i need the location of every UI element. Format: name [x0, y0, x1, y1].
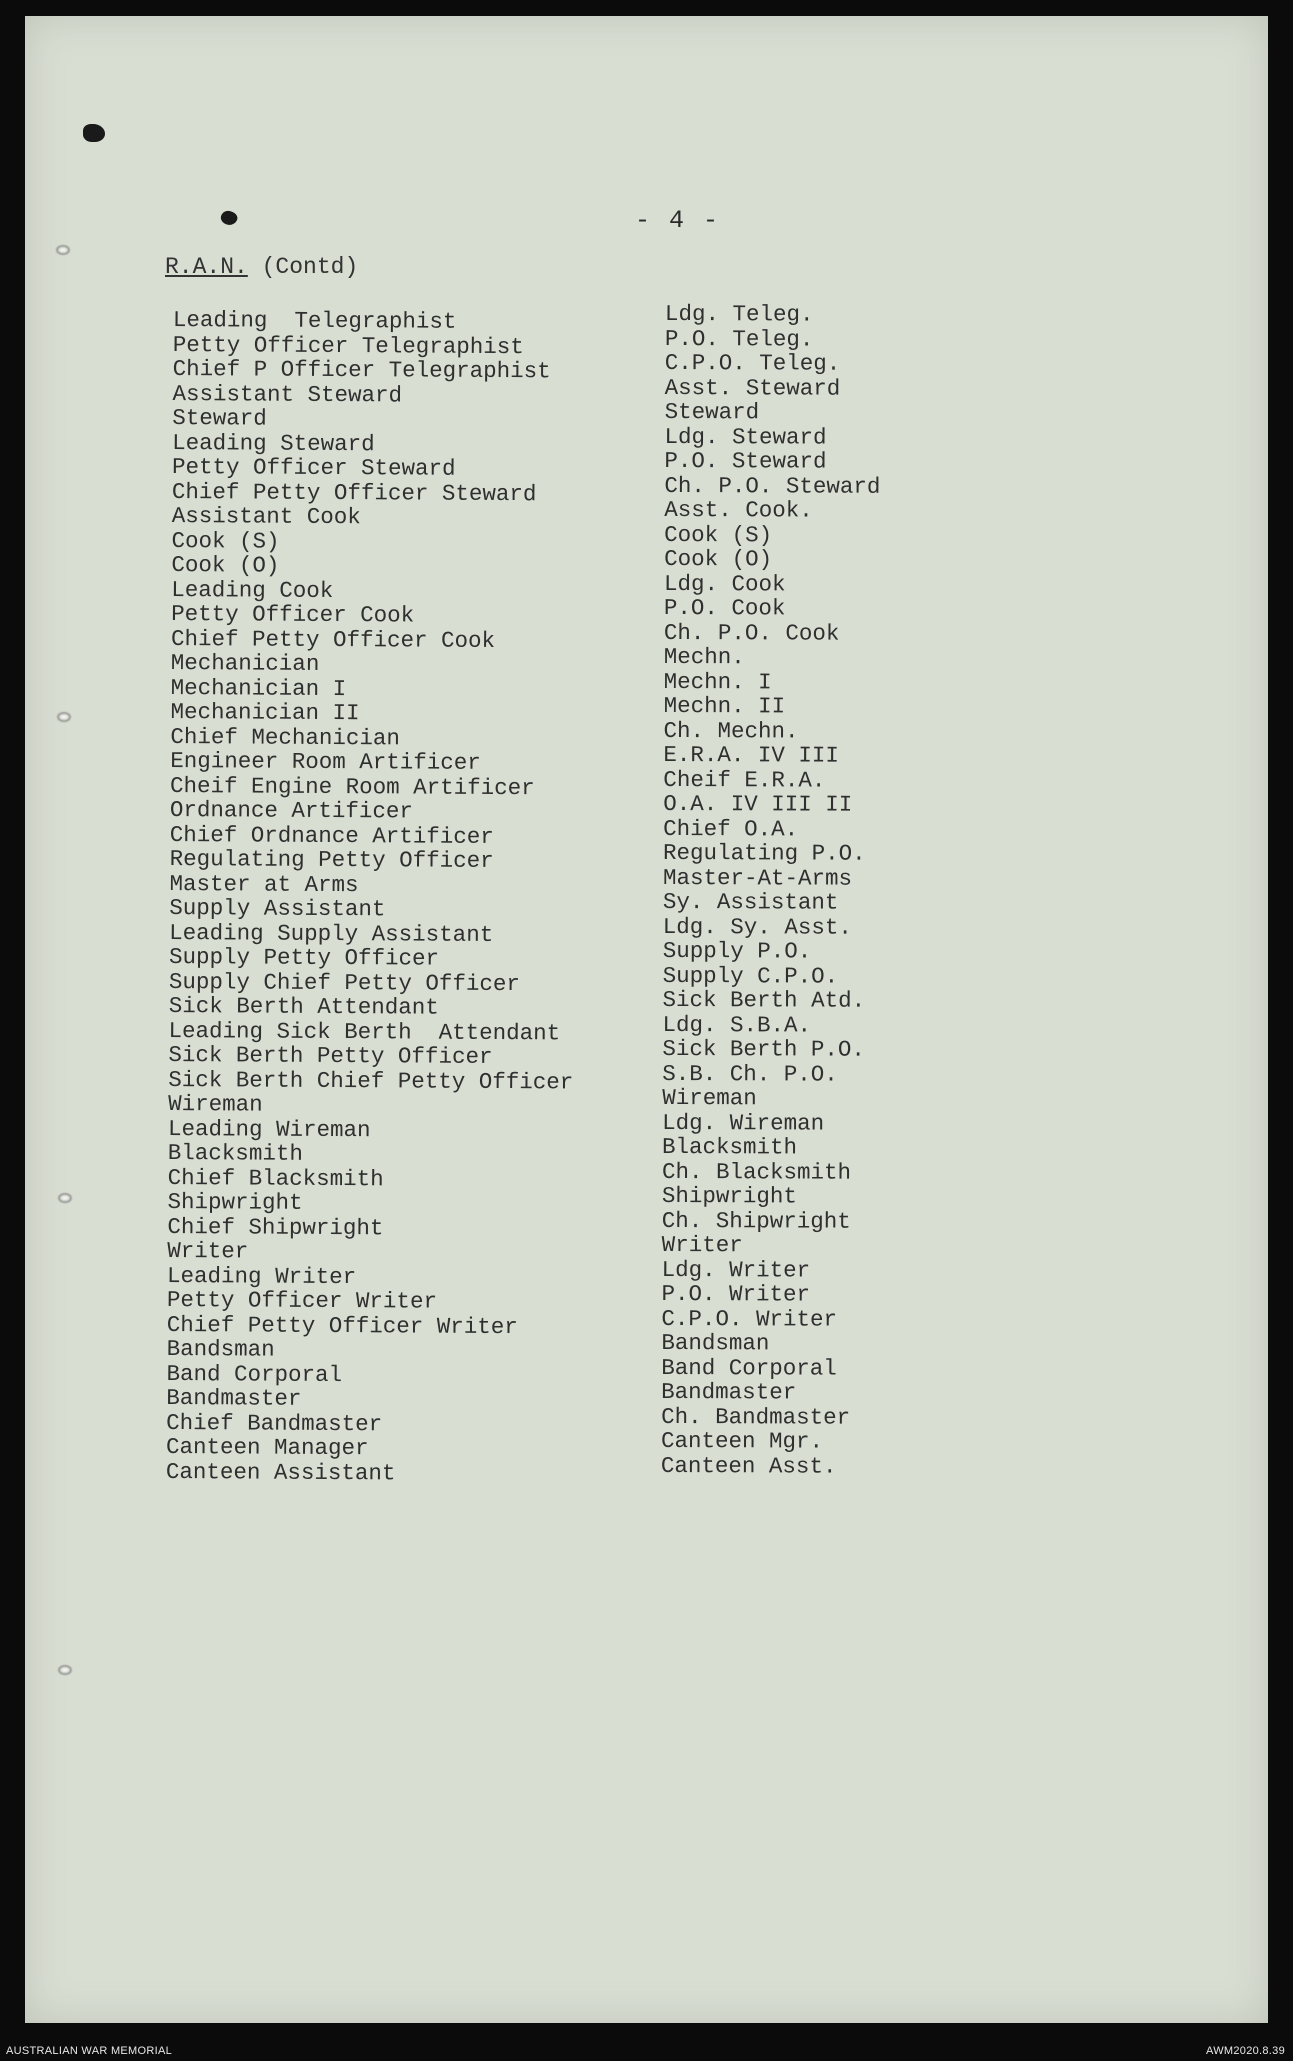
- rating-full-name: Petty Officer Telegraphist: [172, 331, 524, 360]
- rating-abbreviation: Mechn.: [663, 643, 745, 671]
- rating-abbreviation: Shipwright: [661, 1182, 797, 1210]
- rating-full-name: Wireman: [168, 1090, 263, 1118]
- rating-full-name: Petty Officer Steward: [171, 453, 456, 482]
- rating-abbreviation: Ch. Blacksmith: [661, 1158, 852, 1186]
- rating-abbreviation: Wireman: [662, 1084, 757, 1112]
- rating-abbreviation: Ldg. Wireman: [662, 1109, 825, 1137]
- punch-hole: [58, 713, 70, 721]
- rating-abbreviation: Sick Berth Atd.: [662, 986, 866, 1014]
- rating-abbreviation: O.A. IV III II: [663, 790, 853, 818]
- rating-full-name: Chief Ordnance Artificer: [169, 821, 494, 850]
- rating-abbreviation: Cook (O): [664, 545, 773, 573]
- rating-full-name: Leading Telegraphist: [172, 307, 457, 335]
- document-page: [25, 16, 1268, 2023]
- section-heading-suffix: (Contd): [247, 254, 359, 280]
- rating-full-name: Bandsman: [166, 1335, 275, 1363]
- ratings-abbreviations-column: [661, 302, 995, 1479]
- rating-abbreviation: C.P.O. Writer: [661, 1305, 838, 1333]
- rating-abbreviation: P.O. Teleg.: [664, 325, 814, 353]
- rating-abbreviation: Mechn. II: [663, 692, 786, 720]
- rating-abbreviation: Supply P.O.: [662, 937, 812, 965]
- rating-full-name: Mechanician I: [170, 674, 347, 702]
- rating-full-name: Band Corporal: [166, 1360, 343, 1388]
- rating-full-name: Chief Bandmaster: [166, 1409, 383, 1437]
- rating-full-name: Master at Arms: [169, 870, 359, 898]
- rating-abbreviation: C.P.O. Teleg.: [664, 349, 841, 377]
- rating-abbreviation: Canteen Mgr.: [660, 1427, 824, 1455]
- rating-abbreviation: Ldg. Teleg.: [664, 301, 814, 328]
- rating-abbreviation: Cook (S): [664, 521, 773, 548]
- rating-full-name: Cook (S): [171, 527, 280, 555]
- rating-full-name: Petty Officer Writer: [166, 1286, 438, 1315]
- rating-full-name: Leading Supply Assistant: [169, 919, 494, 948]
- rating-full-name: Sick Berth Attendant: [168, 992, 439, 1021]
- rating-abbreviation: Regulating P.O.: [663, 839, 866, 867]
- rating-full-name: Chief Shipwright: [167, 1213, 384, 1241]
- punch-hole: [57, 246, 69, 254]
- rating-abbreviation: E.R.A. IV III: [663, 741, 839, 769]
- rating-abbreviation: S.B. Ch. P.O.: [662, 1060, 838, 1088]
- rating-abbreviation: Asst. Cook.: [664, 496, 813, 524]
- rating-abbreviation: Ldg. Sy. Asst.: [662, 913, 852, 941]
- rating-abbreviation: Writer: [661, 1231, 743, 1259]
- rating-abbreviation: Master-At-Arms: [662, 864, 853, 892]
- rating-full-name: Supply Assistant: [169, 894, 386, 923]
- ratings-full-names-column: [166, 308, 673, 1487]
- section-heading: [165, 254, 358, 280]
- rating-abbreviation: Mechn. I: [663, 668, 772, 695]
- rating-abbreviation: Ch. Bandmaster: [661, 1403, 851, 1431]
- rating-full-name: Supply Chief Petty Officer: [168, 968, 521, 997]
- rating-full-name: Leading Cook: [171, 576, 334, 604]
- rating-full-name: Leading Steward: [172, 429, 375, 457]
- rating-full-name: Leading Writer: [167, 1262, 357, 1290]
- rating-abbreviation: P.O. Writer: [661, 1280, 811, 1308]
- rating-full-name: Assistant Steward: [172, 380, 403, 408]
- rating-full-name: Leading Sick Berth Attendant: [168, 1017, 561, 1046]
- rating-full-name: Petty Officer Cook: [171, 600, 415, 629]
- punch-hole: [59, 1666, 71, 1674]
- punch-hole: [59, 1194, 71, 1202]
- rating-abbreviation: Ldg. Cook: [663, 570, 786, 597]
- rating-abbreviation: Steward: [664, 398, 760, 426]
- rating-abbreviation: Sick Berth P.O.: [662, 1035, 865, 1063]
- rating-abbreviation: Cheif E.R.A.: [663, 766, 826, 794]
- rating-abbreviation: P.O. Cook: [663, 594, 786, 622]
- rating-full-name: Chief Petty Officer Steward: [171, 478, 537, 507]
- rating-full-name: Chief P Officer Telegraphist: [172, 355, 551, 385]
- rating-full-name: Canteen Assistant: [165, 1458, 396, 1486]
- rating-abbreviation: Chief O.A.: [663, 815, 799, 842]
- rating-abbreviation: Bandmaster: [661, 1378, 797, 1406]
- rating-abbreviation: Supply C.P.O.: [662, 962, 839, 990]
- rating-full-name: Mechanician II: [170, 698, 360, 727]
- rating-abbreviation: Ch. P.O. Steward: [664, 472, 881, 500]
- rating-full-name: Writer: [167, 1237, 249, 1265]
- rating-full-name: Chief Petty Officer Cook: [170, 625, 496, 654]
- rating-full-name: Sick Berth Petty Officer: [168, 1041, 493, 1070]
- rating-full-name: Steward: [172, 404, 267, 432]
- rating-abbreviation: Blacksmith: [662, 1133, 798, 1161]
- page-number: - 4 -: [635, 206, 721, 235]
- rating-full-name: Supply Petty Officer: [168, 943, 440, 972]
- rating-abbreviation: Canteen Asst.: [660, 1452, 837, 1480]
- rating-abbreviation: Asst. Steward: [664, 374, 841, 402]
- torn-punch-hole-upper: [219, 208, 240, 228]
- rating-abbreviation: Ch. Mechn.: [663, 717, 799, 744]
- rating-full-name: Engineer Room Artificer: [170, 747, 481, 776]
- rating-abbreviation: Ldg. Steward: [664, 423, 827, 451]
- rating-full-name: Blacksmith: [167, 1139, 303, 1167]
- rating-abbreviation: Ch. P.O. Cook: [663, 619, 840, 647]
- rating-full-name: Bandmaster: [166, 1384, 302, 1412]
- rating-full-name: Chief Mechanician: [170, 723, 401, 751]
- rating-abbreviation: P.O. Steward: [664, 447, 827, 475]
- rating-abbreviation: Sy. Assistant: [662, 888, 839, 916]
- rating-abbreviation: Band Corporal: [661, 1354, 837, 1382]
- section-heading-abbr: R.A.N.: [165, 254, 248, 280]
- rating-abbreviation: Bandsman: [661, 1329, 770, 1357]
- rating-abbreviation: Ldg. Writer: [661, 1256, 811, 1284]
- rating-full-name: Assistant Cook: [171, 502, 361, 531]
- torn-punch-hole-top: [83, 124, 105, 142]
- footer-reference-number: AWM2020.8.39: [1205, 2045, 1285, 2057]
- rating-full-name: Ordnance Artificer: [169, 796, 414, 825]
- rating-full-name: Shipwright: [167, 1188, 303, 1216]
- rating-full-name: Chief Petty Officer Writer: [166, 1311, 518, 1340]
- rating-full-name: Canteen Manager: [165, 1433, 369, 1462]
- rating-full-name: Mechanician: [170, 649, 320, 677]
- rating-full-name: Cheif Engine Room Artificer: [170, 772, 535, 801]
- rating-full-name: Leading Wireman: [167, 1115, 371, 1143]
- rating-full-name: Sick Berth Chief Petty Officer: [168, 1066, 574, 1095]
- rating-full-name: Chief Blacksmith: [167, 1164, 384, 1192]
- rating-full-name: Cook (O): [171, 551, 280, 579]
- footer-archive-name: AUSTRALIAN WAR MEMORIAL: [6, 2045, 173, 2057]
- rating-abbreviation: Ldg. S.B.A.: [662, 1011, 812, 1039]
- rating-full-name: Regulating Petty Officer: [169, 845, 494, 874]
- rating-abbreviation: Ch. Shipwright: [661, 1207, 851, 1235]
